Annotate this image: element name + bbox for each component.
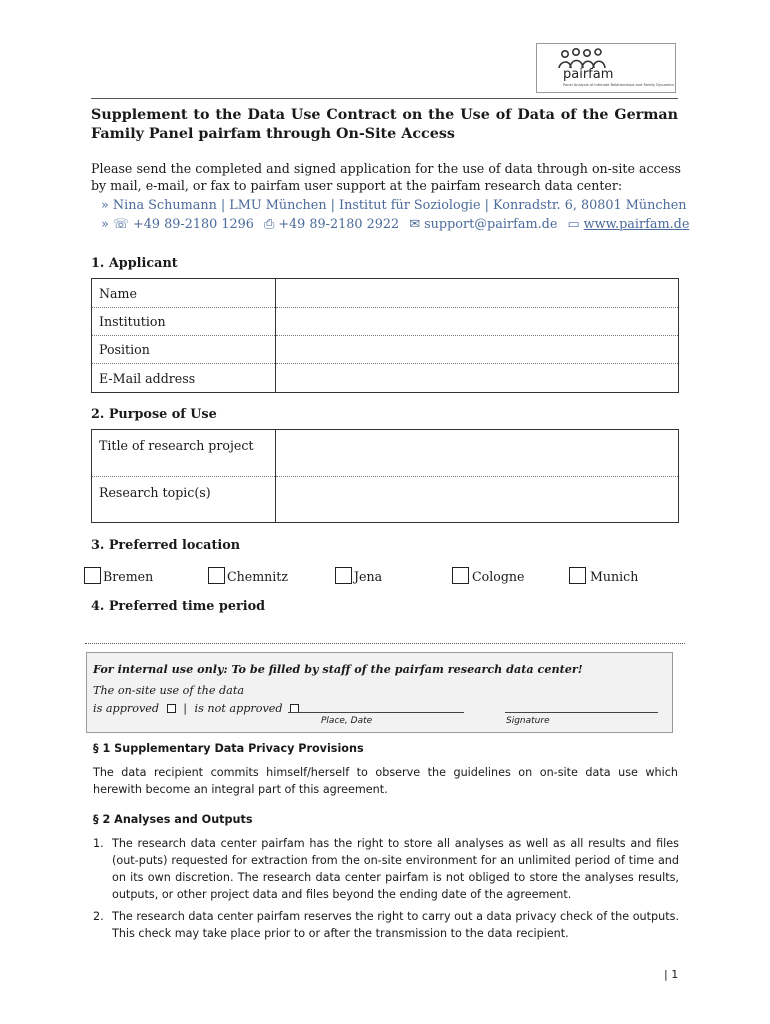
not-approved-label: is not approved — [194, 702, 283, 715]
research-topics-field[interactable] — [276, 477, 679, 523]
field-label: Institution — [92, 308, 276, 336]
checkbox-jena[interactable] — [335, 567, 352, 584]
location-label: Bremen — [103, 569, 154, 584]
internal-heading: For internal use only: To be filled by staff of the pairfam research data center! — [93, 662, 583, 676]
signature-line[interactable] — [505, 712, 658, 713]
par2-heading: § 2 Analyses and Outputs — [93, 813, 253, 826]
field-label: Name — [92, 279, 276, 308]
section-applicant-heading: 1. Applicant — [91, 256, 178, 271]
place-date-line[interactable] — [288, 712, 464, 713]
par2-item — [93, 908, 679, 942]
separator: | — [484, 198, 489, 213]
section-purpose-heading: 2. Purpose of Use — [91, 407, 217, 422]
approval-line — [93, 702, 299, 715]
par1-heading: § 1 Supplementary Data Privacy Provisions — [93, 742, 364, 755]
table-row — [92, 430, 679, 477]
checkbox-bremen[interactable] — [84, 567, 101, 584]
signature-label: Signature — [506, 716, 550, 726]
list-number: 2. — [93, 910, 104, 923]
place-date-label: Place, Date — [321, 716, 373, 726]
document-title: Supplement to the Data Use Contract on the Use of Data of the German Family Panel pairfam through On-Site Access — [91, 107, 678, 142]
page-number: | 1 — [664, 968, 679, 981]
checkbox-cologne[interactable] — [452, 567, 469, 584]
applicant-institution-field[interactable] — [276, 308, 679, 336]
list-text: The research data center pairfam reserves the right to carry out a data privacy check of the outputs. This check may take place prior to or after the transmission to the data recipient. — [112, 910, 679, 940]
contact-university: LMU München — [229, 198, 327, 213]
checkbox-munich[interactable] — [569, 567, 586, 584]
section-time-heading: 4. Preferred time period — [91, 599, 266, 614]
phone-icon: ☏ — [112, 217, 129, 232]
internal-line1: The on-site use of the data — [93, 684, 244, 697]
par1-text: The data recipient commits himself/herself to observe the guidelines on on-site data use which herewith become an integral part of this agreement. — [93, 766, 678, 796]
list-number: 1. — [93, 837, 104, 850]
fax-icon: ⎙ — [263, 217, 275, 232]
contact-institute: Institut für Soziologie — [339, 198, 481, 213]
research-title-field[interactable] — [276, 430, 679, 477]
section-location-heading: 3. Preferred location — [91, 538, 241, 553]
approved-checkbox[interactable] — [167, 704, 176, 713]
title-rule — [91, 98, 678, 99]
pairfam-people-logo-icon — [556, 47, 614, 69]
list-text: The research data center pairfam has the right to store all analyses as well as all results and files (out-puts) requested for extraction from the on-site environment for an unlimited period of time and on its own discretion. The research data center pairfam is not obliged to store the analyses results, outputs, or other project data and files beyond the ending date of the agreement. — [112, 837, 679, 901]
contact-fax: +49 89-2180 2922 — [278, 217, 400, 232]
email-icon: ✉ — [409, 217, 421, 232]
intro-paragraph: Please send the completed and signed application for the use of data through on-site access by mail, e-mail, or fax to pairfam user support at the pairfam research data center: — [91, 161, 681, 193]
location-label: Chemnitz — [227, 569, 288, 584]
field-label: Research topic(s) — [92, 477, 276, 523]
purpose-table — [91, 429, 679, 523]
location-label: Jena — [354, 569, 383, 584]
computer-icon: ▭ — [567, 217, 580, 232]
contact-phone: +49 89-2180 1296 — [133, 217, 254, 232]
separator: | — [220, 198, 226, 213]
applicant-name-field[interactable] — [276, 279, 679, 308]
bullet: » — [101, 217, 109, 232]
table-row — [92, 308, 679, 336]
table-row — [92, 279, 679, 308]
table-row — [92, 336, 679, 364]
time-period-entry-line[interactable] — [85, 643, 685, 644]
applicant-position-field[interactable] — [276, 336, 679, 364]
location-label: Cologne — [472, 569, 525, 584]
table-row — [92, 477, 679, 523]
table-row — [92, 364, 679, 393]
field-label: Position — [92, 336, 276, 364]
contact-address-line — [101, 198, 687, 213]
contact-channels-line — [101, 217, 689, 232]
separator: | — [183, 702, 187, 715]
field-label: E-Mail address — [92, 364, 276, 393]
logo-tagline: Panel Analysis of Intimate Relationships and Family Dynamics — [563, 83, 675, 87]
location-label: Munich — [590, 569, 639, 584]
applicant-table — [91, 278, 679, 393]
contact-name: Nina Schumann — [112, 198, 217, 213]
par2-item — [93, 835, 679, 903]
approved-label: is approved — [93, 702, 160, 715]
separator: | — [330, 198, 335, 213]
contact-website-link[interactable]: www.pairfam.de — [583, 217, 690, 232]
bullet: » — [101, 198, 109, 213]
logo-name: pairfam — [563, 67, 614, 82]
applicant-email-field[interactable] — [276, 364, 679, 393]
checkbox-chemnitz[interactable] — [208, 567, 225, 584]
contact-email[interactable]: support@pairfam.de — [424, 217, 558, 232]
contact-street: Konradstr. 6, 80801 München — [493, 198, 687, 213]
field-label: Title of research project — [92, 430, 276, 477]
